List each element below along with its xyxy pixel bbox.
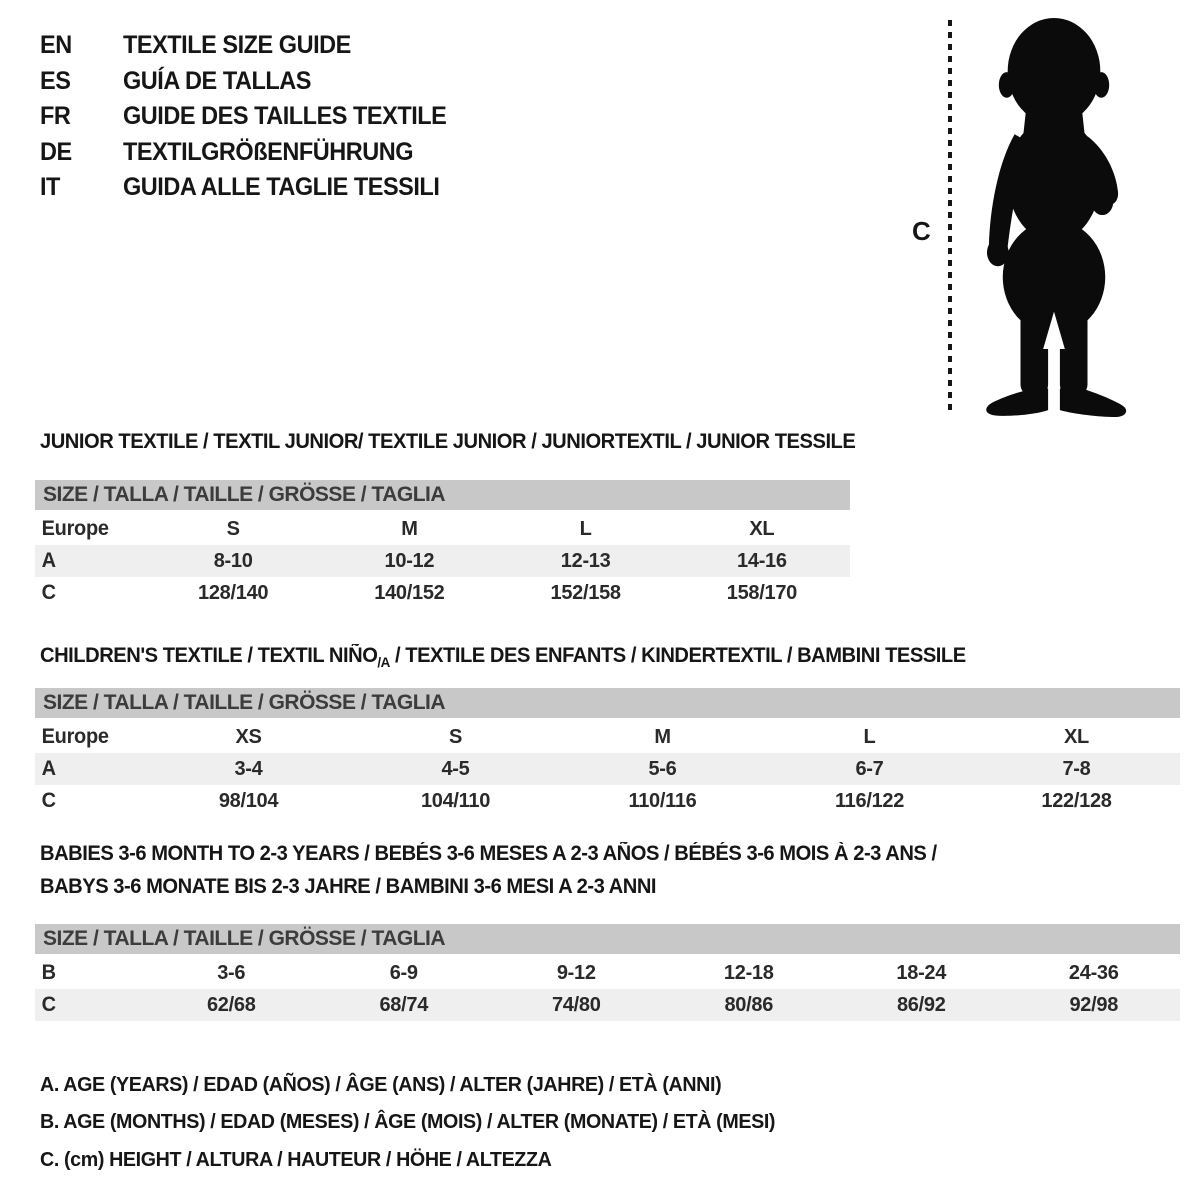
- legend-line-a: A. AGE (YEARS) / EDAD (AÑOS) / ÂGE (ANS) / ALTER (JAHRE) / ETÀ (ANNI): [40, 1072, 722, 1096]
- lang-title-en: TEXTILE SIZE GUIDE: [123, 31, 351, 60]
- children-size-table: [35, 688, 1180, 817]
- height-cell: 140/152: [374, 581, 445, 604]
- babies-table-header: SIZE / TALLA / TAILLE / GRÖSSE / TAGLIA: [35, 924, 1180, 954]
- lang-code-it: IT: [40, 173, 60, 202]
- size-cell: M: [654, 725, 671, 748]
- lang-title-fr: GUIDE DES TAILLES TEXTILE: [123, 102, 447, 131]
- table-row: [35, 957, 1180, 989]
- lang-title-de: TEXTILGRÖßENFÜHRUNG: [123, 137, 414, 166]
- lang-code-en: EN: [40, 31, 72, 60]
- language-title-list: [40, 28, 467, 206]
- row-label: C: [41, 581, 56, 604]
- table-row: [35, 989, 1180, 1021]
- legend-line-b: B. AGE (MONTHS) / EDAD (MESES) / ÂGE (MOIS) / ALTER (MONATE) / ETÀ (MESI): [40, 1110, 776, 1134]
- age-cell: 24-36: [1068, 961, 1119, 984]
- height-cell: 104/110: [420, 789, 491, 812]
- age-cell: 5-6: [648, 757, 677, 780]
- height-measure-label: C: [912, 216, 931, 246]
- junior-size-table: [35, 480, 850, 609]
- height-measure-figure: [900, 0, 1200, 430]
- size-cell: M: [401, 517, 418, 540]
- age-cell: 6-9: [389, 961, 418, 984]
- lang-code-fr: FR: [40, 102, 71, 131]
- children-table-header: SIZE / TALLA / TAILLE / GRÖSSE / TAGLIA: [35, 688, 1180, 718]
- row-label: A: [41, 549, 56, 572]
- size-cell: XL: [749, 517, 775, 540]
- legend-line-c: C. (cm) HEIGHT / ALTURA / HAUTEUR / HÖHE / ALTEZZA: [40, 1147, 552, 1171]
- row-label: C: [41, 993, 56, 1016]
- lang-title-it: GUIDA ALLE TAGLIE TESSILI: [123, 173, 440, 202]
- lang-row-fr: [40, 99, 467, 135]
- height-cell: 80/86: [724, 993, 774, 1016]
- size-cell: XS: [235, 725, 262, 748]
- height-cell: 110/116: [628, 789, 697, 812]
- height-cell: 74/80: [551, 993, 601, 1016]
- size-cell: S: [448, 725, 463, 748]
- row-label: Europe: [41, 725, 109, 748]
- height-cell: 158/170: [726, 581, 797, 604]
- age-cell: 9-12: [556, 961, 596, 984]
- lang-row-es: [40, 64, 467, 100]
- children-title-sub: /A: [377, 654, 390, 671]
- children-title-suffix: / TEXTILE DES ENFANTS / KINDERTEXTIL / BAMBINI TESSILE: [389, 644, 966, 667]
- table-row: [35, 785, 1180, 817]
- age-cell: 3-4: [234, 757, 263, 780]
- height-cell: 98/104: [218, 789, 279, 812]
- children-section-title: [40, 644, 966, 670]
- height-cell: 62/68: [206, 993, 256, 1016]
- children-title-prefix: CHILDREN'S TEXTILE / TEXTIL NIÑO: [40, 644, 378, 667]
- age-cell: 10-12: [384, 549, 435, 572]
- age-cell: 14-16: [737, 549, 787, 572]
- size-cell: L: [579, 517, 592, 540]
- table-row: [35, 721, 1180, 753]
- row-label: Europe: [41, 517, 109, 540]
- babies-section-title-line1: BABIES 3-6 MONTH TO 2-3 YEARS / BEBÉS 3-6 MESES A 2-3 AÑOS / BÉBÉS 3-6 MOIS À 2-3 ANS /: [40, 842, 937, 865]
- row-label: C: [41, 789, 56, 812]
- age-cell: 12-18: [723, 961, 774, 984]
- lang-row-en: [40, 28, 467, 64]
- junior-section-title: JUNIOR TEXTILE / TEXTIL JUNIOR/ TEXTILE JUNIOR / JUNIORTEXTIL / JUNIOR TESSILE: [40, 430, 856, 453]
- lang-code-es: ES: [40, 66, 71, 95]
- age-cell: 18-24: [896, 961, 947, 984]
- age-cell: 4-5: [441, 757, 470, 780]
- junior-table-header: SIZE / TALLA / TAILLE / GRÖSSE / TAGLIA: [35, 480, 850, 510]
- size-cell: S: [226, 517, 240, 540]
- row-label: A: [41, 757, 56, 780]
- size-cell: XL: [1064, 725, 1089, 748]
- table-row: [35, 577, 850, 609]
- table-row: [35, 545, 850, 577]
- height-cell: 116/122: [834, 789, 905, 812]
- height-cell: 152/158: [550, 581, 621, 604]
- height-dashed-line: [948, 20, 952, 416]
- size-cell: L: [863, 725, 876, 748]
- legend: [40, 1066, 806, 1179]
- height-cell: 128/140: [198, 581, 269, 604]
- babies-section-title-line2: BABYS 3-6 MONATE BIS 2-3 JAHRE / BAMBINI 3-6 MESI A 2-3 ANNI: [40, 875, 657, 898]
- lang-row-it: [40, 170, 467, 206]
- lang-code-de: DE: [40, 137, 72, 166]
- height-cell: 68/74: [379, 993, 429, 1016]
- row-label: B: [41, 961, 56, 984]
- age-cell: 12-13: [560, 549, 611, 572]
- age-cell: 8-10: [213, 549, 253, 572]
- height-cell: 86/92: [896, 993, 946, 1016]
- age-cell: 6-7: [855, 757, 884, 780]
- age-cell: 7-8: [1062, 757, 1091, 780]
- age-cell: 3-6: [217, 961, 246, 984]
- toddler-silhouette-image: [962, 16, 1146, 420]
- lang-title-es: GUÍA DE TALLAS: [123, 66, 311, 95]
- height-cell: 92/98: [1069, 993, 1119, 1016]
- table-row: [35, 753, 1180, 785]
- babies-size-table: [35, 924, 1180, 1021]
- lang-row-de: [40, 135, 467, 171]
- height-cell: 122/128: [1041, 789, 1112, 812]
- table-row: [35, 513, 850, 545]
